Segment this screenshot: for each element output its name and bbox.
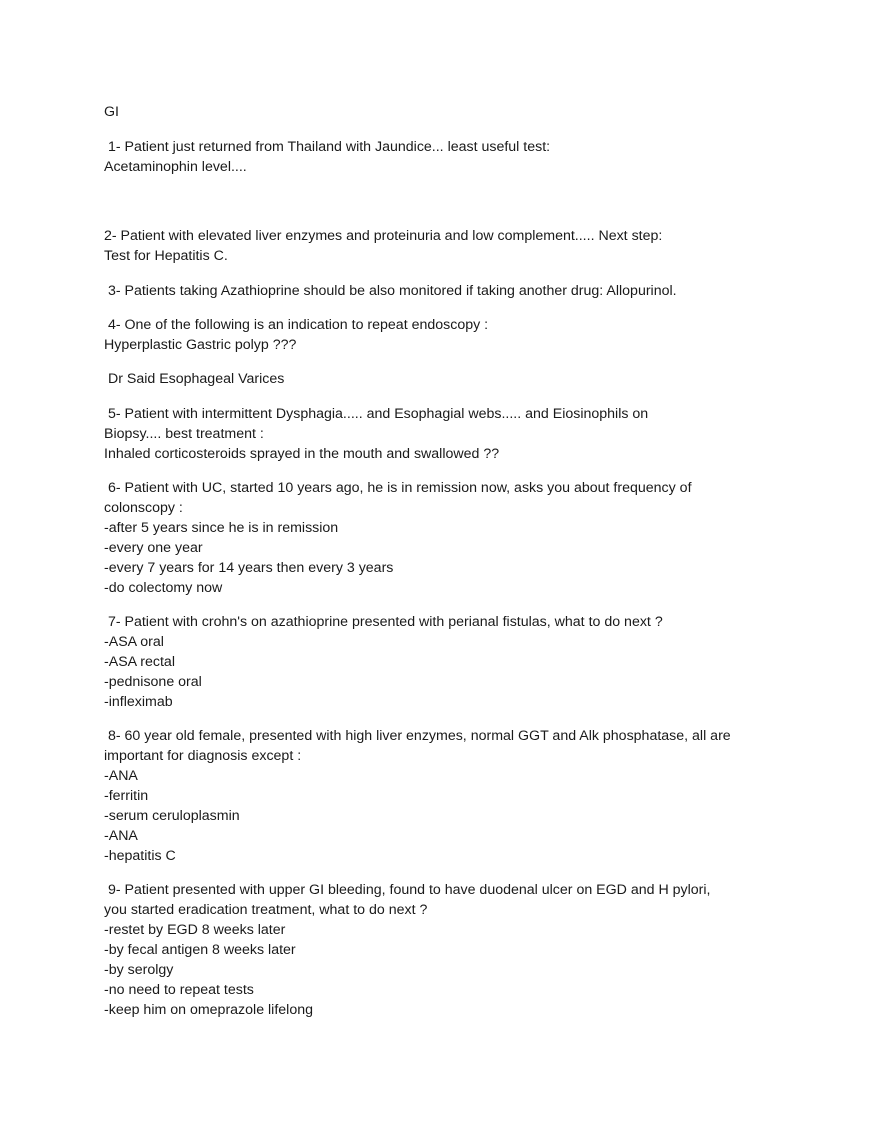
option-text: -ASA rectal bbox=[104, 654, 175, 670]
option-text: -infleximab bbox=[104, 694, 173, 710]
answer-text: Inhaled corticosteroids sprayed in the mouth and swallowed ?? bbox=[104, 446, 500, 462]
question-text: 8- 60 year old female, presented with high liver enzymes, normal GGT and Alk phosphatase, all are bbox=[104, 728, 731, 744]
option-text: -serum ceruloplasmin bbox=[104, 808, 240, 824]
option-text: -by serolgy bbox=[104, 962, 174, 978]
question-text: 7- Patient with crohn's on azathioprine presented with perianal fistulas, what to do next ? bbox=[104, 614, 663, 630]
answer-text: Test for Hepatitis C. bbox=[104, 248, 228, 264]
question-text: 6- Patient with UC, started 10 years ago, he is in remission now, asks you about frequency of bbox=[104, 480, 692, 496]
page-title: GI bbox=[104, 104, 119, 120]
option-text: -ANA bbox=[104, 828, 138, 844]
question-text: 4- One of the following is an indication to repeat endoscopy : bbox=[104, 317, 489, 333]
question-text: Biopsy.... best treatment : bbox=[104, 426, 264, 442]
answer-text: Hyperplastic Gastric polyp ??? bbox=[104, 337, 297, 353]
question-text: 9- Patient presented with upper GI bleeding, found to have duodenal ulcer on EGD and H pylori, bbox=[104, 882, 711, 898]
option-text: -ferritin bbox=[104, 788, 149, 804]
option-text: -hepatitis C bbox=[104, 848, 176, 864]
question-text: 5- Patient with intermittent Dysphagia..... and Esophagial webs..... and Eiosinophils on bbox=[104, 406, 649, 422]
question-text: you started eradication treatment, what to do next ? bbox=[104, 902, 428, 918]
option-text: -after 5 years since he is in remission bbox=[104, 520, 339, 536]
option-text: -restet by EGD 8 weeks later bbox=[104, 922, 286, 938]
option-text: -no need to repeat tests bbox=[104, 982, 254, 998]
option-text: -pednisone oral bbox=[104, 674, 202, 690]
question-text: colonscopy : bbox=[104, 500, 183, 516]
option-text: -ANA bbox=[104, 768, 138, 784]
section-heading: Dr Said Esophageal Varices bbox=[104, 371, 285, 387]
question-text: 2- Patient with elevated liver enzymes and proteinuria and low complement..... Next step: bbox=[104, 228, 663, 244]
question-text: 3- Patients taking Azathioprine should be also monitored if taking another drug: Allopurinol. bbox=[104, 283, 677, 299]
option-text: -do colectomy now bbox=[104, 580, 223, 596]
option-text: -ASA oral bbox=[104, 634, 164, 650]
question-text: important for diagnosis except : bbox=[104, 748, 302, 764]
option-text: -every 7 years for 14 years then every 3 years bbox=[104, 560, 394, 576]
option-text: -every one year bbox=[104, 540, 203, 556]
option-text: -keep him on omeprazole lifelong bbox=[104, 1002, 313, 1018]
question-text: 1- Patient just returned from Thailand with Jaundice... least useful test: bbox=[104, 139, 551, 155]
answer-text: Acetaminophin level.... bbox=[104, 159, 247, 175]
option-text: -by fecal antigen 8 weeks later bbox=[104, 942, 296, 958]
